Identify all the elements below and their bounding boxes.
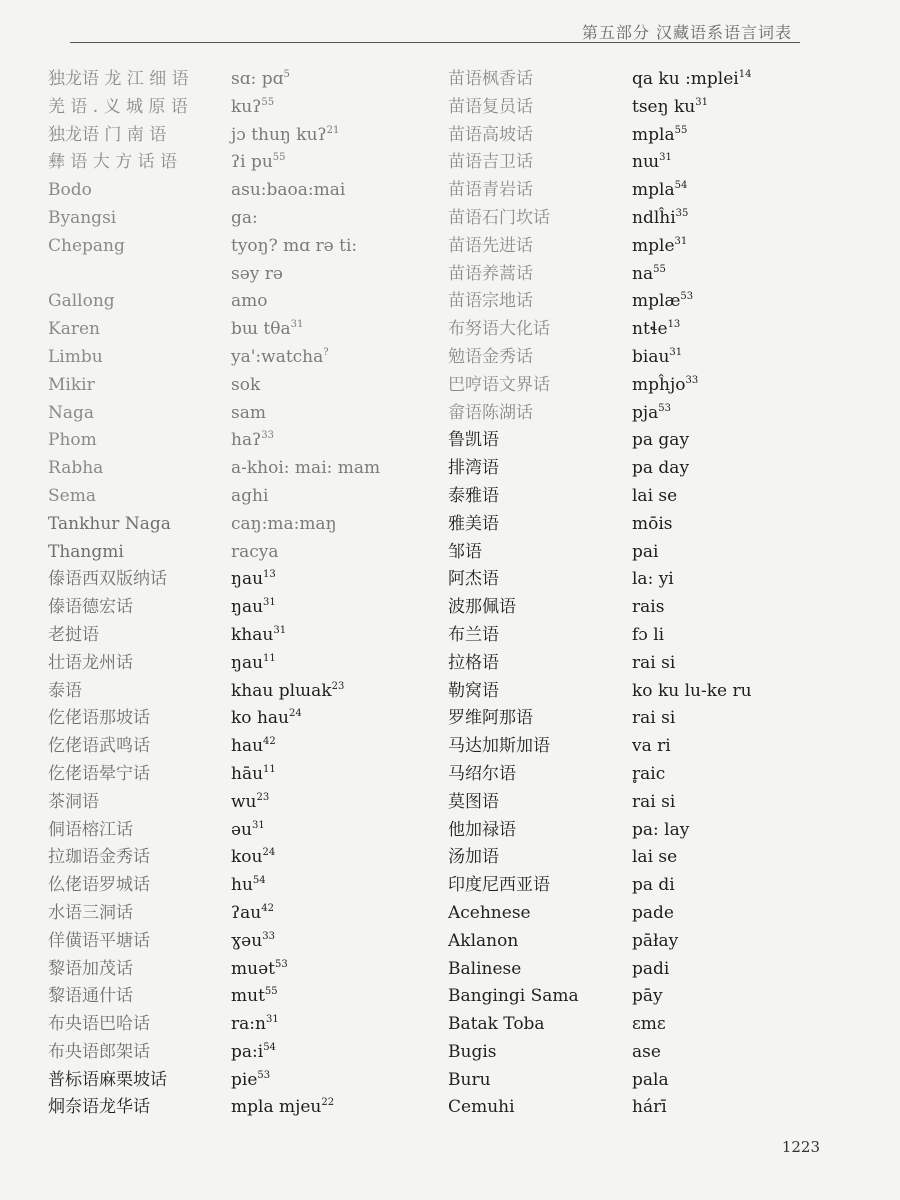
tone-mark: 53 [658, 402, 672, 414]
right-language-38: Cemuhi [448, 1097, 515, 1118]
right-word-21 [632, 622, 852, 650]
right-word-2 [632, 94, 852, 122]
right-language-9: 苗语宗地话 [448, 291, 533, 312]
word-text: va ri [632, 736, 671, 757]
left-word-18 [231, 539, 436, 567]
tone-mark: 11 [263, 763, 276, 775]
left-word-15 [231, 455, 436, 483]
right-word-31 [632, 900, 852, 928]
word-text: mpĥjo [632, 374, 686, 395]
right-language-column [448, 66, 618, 1122]
tone-mark: 31 [659, 152, 672, 164]
word-text: nɯ [632, 152, 660, 173]
right-language-26: 马绍尔语 [448, 763, 516, 784]
tone-mark: 55 [272, 152, 286, 164]
right-language-27: 莫图语 [448, 791, 499, 812]
word-text: ga: [231, 207, 258, 228]
right-word-35 [632, 1011, 852, 1039]
left-language-16: Sema [48, 485, 96, 506]
right-language-23: 勒窝语 [448, 680, 499, 701]
left-word-38 [231, 1094, 436, 1122]
word-text: pja [632, 402, 659, 423]
tone-mark: 31 [674, 235, 688, 247]
left-word-8 [231, 261, 436, 289]
right-language-28: 他加禄语 [448, 819, 516, 840]
left-word-25 [231, 733, 436, 761]
tone-mark: 54 [252, 875, 266, 887]
header-title: 第五部分 汉藏语系语言词表 [581, 23, 792, 42]
left-language-2: 羌 语 . 义 城 原 语 [48, 96, 188, 117]
tone-mark: 23 [331, 680, 345, 692]
word-text: haʔ [231, 430, 262, 451]
tone-mark: 33 [262, 930, 275, 942]
right-language-15: 排湾语 [448, 458, 499, 479]
word-text: asu:baoa:mai [231, 180, 346, 201]
tone-mark: 31 [265, 1014, 279, 1026]
left-word-22 [231, 650, 436, 678]
word-text: a-khoi: mai: mam [231, 458, 381, 479]
word-text: padi [632, 958, 670, 979]
right-language-1: 苗语枫香话 [448, 69, 533, 89]
right-language-4: 苗语吉卫话 [448, 152, 533, 173]
tone-mark: 14 [738, 69, 752, 80]
word-text: kuʔ [231, 96, 262, 117]
left-word-1 [231, 66, 436, 94]
right-language-29: 汤加语 [448, 847, 499, 868]
word-text: lai se [632, 485, 678, 506]
word-text: əu [231, 819, 253, 840]
left-language-14: Phom [48, 430, 97, 451]
page-number: 1223 [781, 1138, 820, 1156]
right-word-26 [632, 761, 852, 789]
word-text: pa day [632, 458, 690, 479]
left-language-1: 独龙语 龙 江 细 语 [48, 69, 189, 89]
right-word-27 [632, 789, 852, 817]
right-language-13: 畲语陈湖话 [448, 402, 533, 423]
right-language-2: 苗语复员话 [448, 96, 533, 117]
left-word-10 [231, 316, 436, 344]
word-text: ya':watcha [231, 346, 324, 367]
tone-mark: 55 [264, 986, 278, 998]
word-text: ko ku lu-ke ru [632, 680, 752, 701]
left-word-27 [231, 789, 436, 817]
left-word-12 [231, 372, 436, 400]
left-word-31 [231, 900, 436, 928]
right-word-38 [632, 1094, 852, 1122]
tone-mark: ? [323, 346, 329, 358]
left-word-16 [231, 483, 436, 511]
word-text: sɑ: pɑ [231, 69, 284, 89]
right-language-3: 苗语高坡话 [448, 124, 533, 145]
left-word-23 [231, 678, 436, 706]
left-language-27: 茶洞语 [48, 791, 99, 812]
word-text: ase [632, 1041, 661, 1062]
tone-mark: 23 [256, 791, 270, 803]
left-word-30 [231, 872, 436, 900]
left-word-6 [231, 205, 436, 233]
left-language-10: Karen [48, 319, 100, 340]
word-text: mplæ [632, 291, 681, 312]
word-text: jɔ thuŋ kuʔ [231, 124, 327, 145]
left-language-18: Thangmi [48, 541, 124, 562]
right-word-11 [632, 344, 852, 372]
tone-mark: 24 [262, 847, 276, 859]
left-language-37: 普标语麻栗坡话 [48, 1069, 167, 1090]
left-language-3: 独龙语 门 南 语 [48, 124, 167, 145]
word-text: caŋ:ma:maŋ [231, 513, 337, 534]
left-word-2 [231, 94, 436, 122]
left-language-28: 侗语榕江话 [48, 819, 133, 840]
right-word-8 [632, 261, 852, 289]
tone-mark: 22 [321, 1097, 335, 1109]
left-language-13: Naga [48, 402, 95, 423]
left-language-33: 黎语加茂话 [48, 958, 133, 979]
left-word-19 [231, 566, 436, 594]
right-language-30: 印度尼西亚语 [448, 875, 550, 896]
left-language-7: Chepang [48, 235, 125, 256]
left-word-36 [231, 1039, 436, 1067]
left-word-9 [231, 288, 436, 316]
word-text: muət [231, 958, 275, 979]
tone-mark: 54 [674, 180, 688, 192]
right-word-28 [632, 817, 852, 845]
left-word-20 [231, 594, 436, 622]
left-language-20: 傣语德宏话 [48, 597, 133, 618]
right-word-16 [632, 483, 852, 511]
word-text: biau [632, 346, 670, 367]
left-word-17 [231, 511, 436, 539]
word-text: fɔ li [632, 624, 665, 645]
right-word-12 [632, 372, 852, 400]
tone-mark: 33 [685, 374, 699, 386]
left-word-14 [231, 427, 436, 455]
left-language-17: Tankhur Naga [48, 513, 171, 534]
right-word-22 [632, 650, 852, 678]
left-language-23: 泰语 [48, 680, 82, 701]
word-text: rai si [632, 652, 676, 673]
word-text: rai si [632, 791, 676, 812]
right-language-36: Bugis [448, 1041, 497, 1062]
right-language-35: Batak Toba [448, 1014, 545, 1035]
word-text: na [632, 263, 654, 284]
right-word-column [632, 66, 852, 1122]
word-text: bɯ tθa [231, 319, 291, 340]
right-word-37 [632, 1067, 852, 1095]
word-text: tseŋ ku [632, 96, 696, 117]
word-text: kou [231, 847, 263, 868]
right-word-33 [632, 956, 852, 984]
word-text: lai se [632, 847, 678, 868]
left-language-21: 老挝语 [48, 624, 99, 645]
word-text: tyoŋ? mɑ rə ti: [231, 235, 358, 256]
right-word-4 [632, 149, 852, 177]
left-word-5 [231, 177, 436, 205]
right-language-37: Buru [448, 1069, 491, 1090]
left-word-37 [231, 1067, 436, 1095]
left-language-12: Mikir [48, 374, 95, 395]
word-text: ɛmɛ [632, 1014, 666, 1035]
right-language-17: 雅美语 [448, 513, 499, 534]
word-text: ʔi pu [231, 152, 273, 173]
tone-mark: 33 [261, 430, 274, 442]
right-word-32 [632, 928, 852, 956]
left-word-7 [231, 233, 436, 261]
right-word-6 [632, 205, 852, 233]
right-word-9 [632, 288, 852, 316]
right-word-7 [632, 233, 852, 261]
word-text: pa:i [231, 1041, 264, 1062]
word-text: pa: lay [632, 819, 690, 840]
word-text: pa gay [632, 430, 690, 451]
left-word-29 [231, 844, 436, 872]
right-word-29 [632, 844, 852, 872]
word-text: aghi [231, 485, 269, 506]
right-word-23 [632, 678, 852, 706]
word-text: pāłay [632, 930, 679, 951]
tone-mark: 42 [261, 902, 274, 914]
word-text: wu [231, 791, 257, 812]
left-language-19: 傣语西双版纳话 [48, 569, 167, 590]
word-text: pade [632, 902, 674, 923]
left-language-8 [48, 261, 228, 289]
word-text: ŋau [231, 597, 264, 618]
tone-mark: 53 [257, 1069, 271, 1081]
word-text: sok [231, 374, 261, 395]
right-language-33: Balinese [448, 958, 522, 979]
word-text: ŋau [231, 569, 264, 590]
word-text: ndlĥi [632, 207, 676, 228]
word-text: pa di [632, 875, 675, 896]
right-language-5: 苗语青岩话 [448, 180, 533, 201]
left-language-34: 黎语通什话 [48, 986, 133, 1007]
right-word-14 [632, 427, 852, 455]
right-word-15 [632, 455, 852, 483]
word-text: ntɬe [632, 319, 668, 340]
word-text: r̥aic [632, 763, 666, 784]
left-language-22: 壮语龙州话 [48, 652, 133, 673]
right-word-25 [632, 733, 852, 761]
right-language-20: 波那佩语 [448, 597, 516, 618]
right-word-24 [632, 705, 852, 733]
right-language-6: 苗语石门坎话 [448, 207, 550, 228]
tone-mark: 42 [263, 736, 276, 748]
right-word-5 [632, 177, 852, 205]
tone-mark: 55 [674, 124, 688, 136]
tone-mark: 55 [653, 263, 666, 275]
word-text: mpla mjeu [231, 1097, 322, 1118]
word-text: ra:n [231, 1014, 266, 1035]
word-text: ʔau [231, 902, 262, 923]
word-text: ɣəu [231, 930, 263, 951]
right-language-31: Acehnese [448, 902, 531, 923]
right-language-24: 罗维阿那语 [448, 708, 533, 729]
word-text: khau [231, 624, 274, 645]
left-language-24: 仡佬语那坡话 [48, 708, 150, 729]
right-word-3 [632, 122, 852, 150]
word-text: hárī [632, 1097, 667, 1118]
word-text: pai [632, 541, 659, 562]
word-text: qa ku :mplei [632, 69, 739, 89]
word-text: ko hau [231, 708, 289, 729]
left-word-28 [231, 817, 436, 845]
left-language-15: Rabha [48, 458, 104, 479]
tone-mark: 31 [695, 96, 708, 108]
tone-mark: 13 [667, 319, 681, 331]
left-language-38: 炯奈语龙华话 [48, 1097, 150, 1118]
left-word-33 [231, 956, 436, 984]
word-text: amo [231, 291, 268, 312]
right-word-30 [632, 872, 852, 900]
right-language-25: 马达加斯加语 [448, 736, 550, 757]
word-text: ŋau [231, 652, 264, 673]
tone-mark: 31 [252, 819, 265, 831]
word-text: mut [231, 986, 265, 1007]
right-word-18 [632, 539, 852, 567]
word-text: hu [231, 875, 253, 896]
word-text: la: yi [632, 569, 674, 590]
right-word-10 [632, 316, 852, 344]
left-word-column [231, 66, 436, 1122]
left-language-31: 水语三洞话 [48, 902, 133, 923]
word-text: mpla [632, 180, 675, 201]
tone-mark: 5 [283, 69, 290, 80]
left-word-13 [231, 400, 436, 428]
tone-mark: 53 [680, 291, 694, 303]
left-word-32 [231, 928, 436, 956]
right-word-20 [632, 594, 852, 622]
tone-mark: 11 [263, 652, 276, 664]
word-text: mple [632, 235, 675, 256]
tone-mark: 13 [263, 569, 276, 581]
word-text: pāy [632, 986, 663, 1007]
word-text: racya [231, 541, 279, 562]
tone-mark: 35 [675, 207, 689, 219]
word-text: rais [632, 597, 665, 618]
left-language-26: 仡佬语晕宁话 [48, 763, 150, 784]
right-language-18: 邹语 [448, 541, 482, 562]
word-text: hau [231, 736, 264, 757]
tone-mark: 31 [273, 624, 287, 636]
left-word-24 [231, 705, 436, 733]
left-word-4 [231, 149, 436, 177]
tone-mark: 31 [263, 597, 276, 609]
right-language-34: Bangingi Sama [448, 986, 579, 1007]
tone-mark: 54 [263, 1041, 276, 1053]
left-language-32: 佯僙语平塘话 [48, 930, 150, 951]
right-word-17 [632, 511, 852, 539]
left-word-11 [231, 344, 436, 372]
left-language-6: Byangsi [48, 207, 117, 228]
right-language-8: 苗语养蒿话 [448, 263, 533, 284]
word-text: khau plɯak [231, 680, 332, 701]
left-word-21 [231, 622, 436, 650]
right-language-10: 布努语大化话 [448, 319, 550, 340]
tone-mark: 21 [326, 124, 340, 136]
right-language-32: Aklanon [448, 930, 519, 951]
word-text: hāu [231, 763, 264, 784]
right-word-19 [632, 566, 852, 594]
tone-mark: 24 [288, 708, 302, 720]
left-word-35 [231, 1011, 436, 1039]
word-text: mpla [632, 124, 675, 145]
left-word-3 [231, 122, 436, 150]
left-language-9: Gallong [48, 291, 115, 312]
left-language-4: 彝 语 大 方 话 语 [48, 152, 178, 173]
left-language-30: 仫佬语罗城话 [48, 875, 150, 896]
page-header [70, 8, 800, 43]
left-language-35: 布央语巴哈话 [48, 1014, 150, 1035]
right-language-7: 苗语先进话 [448, 235, 533, 256]
right-language-14: 鲁凯语 [448, 430, 499, 451]
right-language-12: 巴哼语文界话 [448, 374, 550, 395]
tone-mark: 55 [261, 96, 275, 108]
right-language-16: 泰雅语 [448, 485, 499, 506]
right-language-22: 拉格语 [448, 652, 499, 673]
right-word-34 [632, 983, 852, 1011]
left-language-11: Limbu [48, 346, 103, 367]
right-language-21: 布兰语 [448, 624, 499, 645]
right-word-36 [632, 1039, 852, 1067]
left-language-29: 拉珈语金秀话 [48, 847, 150, 868]
left-language-5: Bodo [48, 180, 92, 201]
left-word-26 [231, 761, 436, 789]
word-text: mōis [632, 513, 673, 534]
left-language-column [48, 66, 228, 1122]
word-text: pala [632, 1069, 669, 1090]
right-word-1 [632, 66, 852, 94]
word-text: pie [231, 1069, 258, 1090]
tone-mark: 53 [274, 958, 288, 970]
left-language-36: 布央语郎架话 [48, 1041, 150, 1062]
word-text: sam [231, 402, 266, 423]
left-word-34 [231, 983, 436, 1011]
tone-mark: 31 [669, 346, 683, 358]
tone-mark: 31 [290, 319, 304, 331]
word-text: səy rə [231, 263, 283, 284]
left-language-25: 仡佬语武鸣话 [48, 736, 150, 757]
right-word-13 [632, 400, 852, 428]
word-text: rai si [632, 708, 676, 729]
right-language-19: 阿杰语 [448, 569, 499, 590]
right-language-11: 勉语金秀话 [448, 346, 533, 367]
